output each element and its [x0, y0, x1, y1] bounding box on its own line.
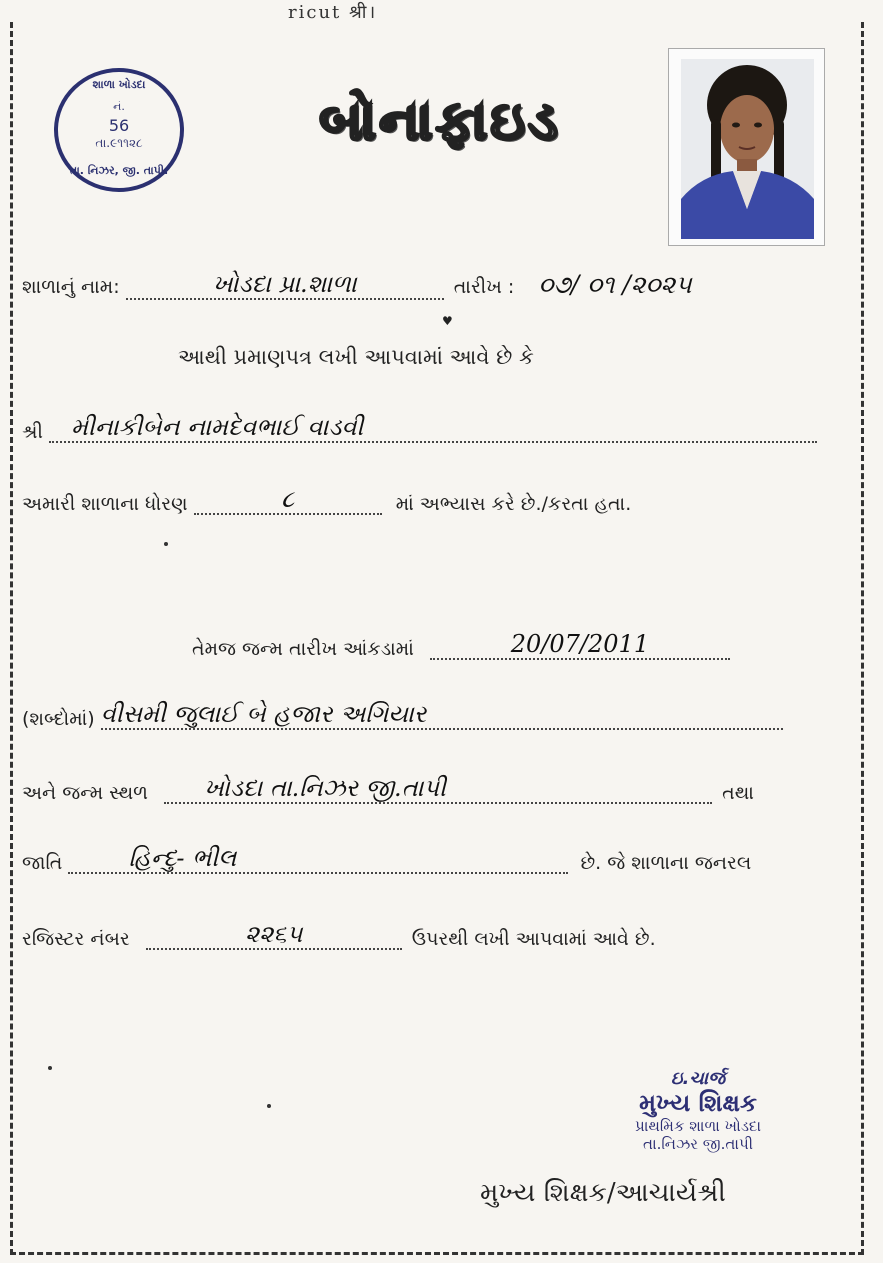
register-value: ૨૨૬૫ [245, 920, 303, 948]
standard-suffix: માં અભ્યાસ કરે છે./કરતા હતા. [395, 493, 632, 515]
caste-suffix: છે. જે શાળાના જનરલ [580, 852, 752, 874]
ink-speck [48, 1066, 52, 1070]
register-row [22, 920, 656, 950]
dob-field [430, 630, 730, 660]
signature-line: મુખ્ય શિક્ષક/આચાર્યશ્રી [480, 1178, 726, 1208]
school-name-row [22, 270, 692, 300]
date-label: તારીખ : [453, 276, 515, 298]
standard-row [22, 485, 631, 515]
certify-line: આથી પ્રમાણપત્ર લખી આપવામાં આવે છે કે [178, 345, 534, 369]
dob-row [192, 630, 730, 660]
portrait-illustration [681, 59, 814, 239]
register-suffix: ઉપરથી લખી આપવામાં આવે છે. [411, 928, 656, 950]
seal-line-2: મુખ્ય શિક્ષક [639, 1089, 757, 1117]
dob-words-row [22, 700, 783, 730]
top-handwriting: ricut श्री। [288, 2, 378, 23]
register-field [146, 920, 402, 950]
standard-field [194, 485, 382, 515]
dob-words-field [101, 700, 783, 730]
ink-speck [267, 1104, 271, 1108]
caste-value: હિન્દુ- ભીલ [128, 844, 237, 872]
dob-words-value: વીસમી જુલાઈ બે હજાર અગિયાર [100, 700, 427, 728]
seal-line-3: પ્રાથમિક શાળા ખોડદા [634, 1117, 761, 1135]
student-name-value: મીનાકીબેન નામદેવભાઈ વાડવી [70, 413, 364, 441]
dob-value: 20/07/2011 [510, 630, 650, 658]
ink-speck [164, 542, 168, 546]
standard-value: ૮ [281, 485, 295, 513]
dob-words-label: (શબ્દોમાં) [22, 708, 95, 730]
seal-line-4: તા.નિઝર જી.તાપી [643, 1135, 753, 1153]
birthplace-value: ખોડદા તા.નિઝર જી.તાપી [204, 774, 446, 802]
stamp-bottom-text: તા. નિઝર, જી. તાપી. [69, 164, 169, 177]
stamp-number: 56 [108, 116, 130, 135]
school-name-label: શાળાનું નામ: [22, 276, 120, 298]
birthplace-label: અને જન્મ સ્થળ [22, 782, 148, 804]
stamp-date: તા.૯૧૧૨૮ [95, 136, 143, 150]
caste-label: જાતિ [22, 852, 63, 874]
student-photo [668, 48, 825, 246]
certificate-title: બોનાફાઇડ [319, 88, 561, 152]
student-name-label: શ્રી [22, 421, 43, 443]
date-value: ૦૭/ ૦૧ /૨૦૨૫ [538, 270, 692, 299]
school-name-field [126, 270, 444, 300]
school-name-value: ખોડદા પ્રા.શાળા [212, 270, 357, 298]
student-name-row [22, 413, 817, 443]
photo-image [681, 59, 814, 239]
heart-mark: ♥ [442, 314, 453, 328]
stamp-number-label: નં. [113, 100, 125, 113]
caste-row [22, 844, 751, 874]
birthplace-field [164, 774, 712, 804]
stamp-top-text: શાળા ખોડદા [92, 78, 146, 91]
standard-label: અમારી શાળાના ધોરણ [22, 493, 188, 515]
principal-seal [608, 1068, 788, 1153]
register-label: રજિસ્ટર નંબર [22, 928, 130, 950]
caste-field [68, 844, 568, 874]
dob-label: તેમજ જન્મ તારીખ આંકડામાં [192, 638, 414, 660]
school-stamp [54, 68, 184, 192]
birthplace-suffix: તથા [722, 782, 754, 804]
seal-line-1: ઇ.ચાર્જ [670, 1068, 726, 1089]
birthplace-row [22, 774, 754, 804]
student-name-field [49, 413, 817, 443]
